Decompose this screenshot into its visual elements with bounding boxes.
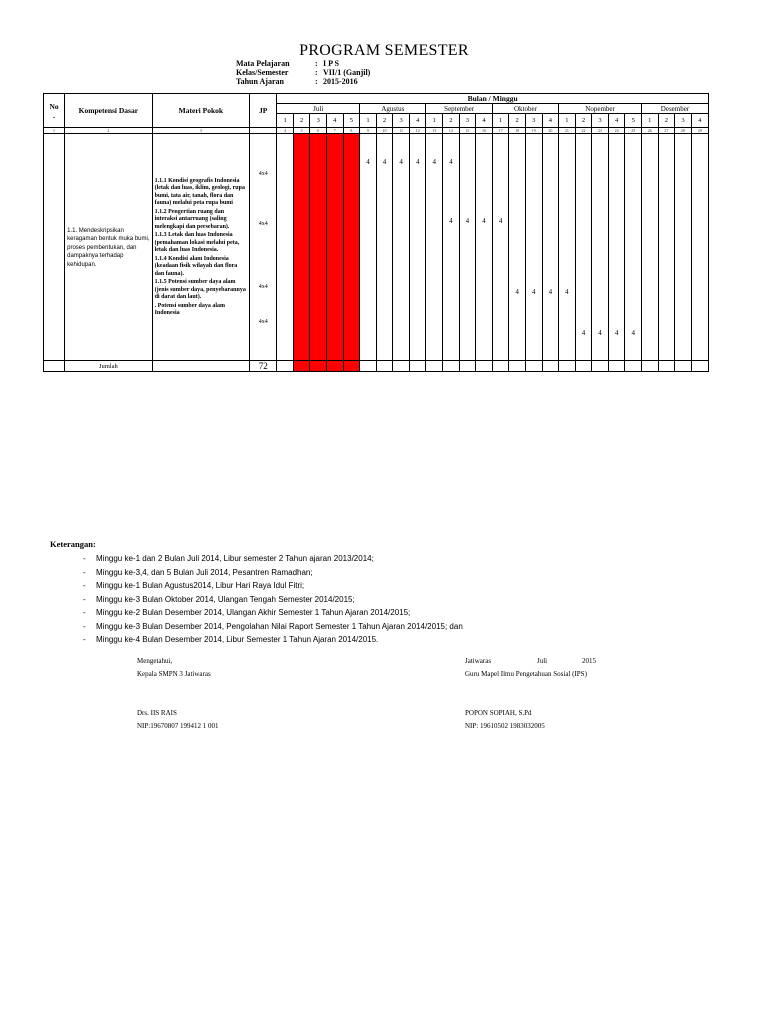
- week-value: [360, 215, 376, 226]
- col-number: 24: [608, 128, 625, 134]
- week-value: [344, 327, 360, 338]
- col-number: 4: [277, 128, 294, 134]
- meta-label: Tahun Ajaran: [236, 77, 284, 86]
- col-number: 1: [44, 128, 65, 134]
- sig-right-nip: NIP: 19610502 1983032005: [465, 722, 545, 730]
- week-value: [576, 286, 592, 297]
- jp-value: 4x4: [258, 220, 268, 227]
- week-header: 2: [509, 114, 526, 128]
- week-value: [294, 215, 310, 226]
- week-value: [277, 156, 293, 167]
- col-number: 17: [492, 128, 509, 134]
- week-header: 3: [310, 114, 327, 128]
- week-value: 4: [449, 217, 453, 225]
- week-value: [277, 215, 293, 226]
- week-cell: [476, 134, 493, 361]
- col-kd-header: Kompetensi Dasar: [65, 94, 152, 128]
- week-cell: [592, 134, 609, 361]
- week-value: [344, 286, 360, 297]
- week-value: [625, 215, 641, 226]
- week-value: 4: [548, 288, 553, 296]
- keterangan-item: - Minggu ke-2 Bulan Desember 2014, Ulangan Akhir Semester 1 Tahun Ajaran 2014/2015;: [83, 608, 411, 618]
- week-value: 4: [432, 158, 437, 166]
- week-cell: [675, 134, 692, 361]
- week-cell: [658, 134, 675, 361]
- signature-left: [137, 655, 218, 733]
- week-value: [377, 286, 393, 297]
- week-value: [410, 215, 426, 226]
- month-header: Nopember: [559, 104, 642, 114]
- col-number: 14: [443, 128, 460, 134]
- keterangan-text: Minggu ke-2 Bulan Desember 2014, Ulangan Akhir Semester 1 Tahun Ajaran 2014/2015;: [96, 608, 411, 618]
- week-cell: [360, 134, 377, 361]
- week-value: [559, 156, 575, 167]
- week-value: [327, 156, 343, 167]
- sig-left-name: Drs. IIS RAIS: [137, 709, 177, 717]
- week-value: [277, 327, 293, 338]
- col-number: 22: [575, 128, 592, 134]
- week-value: [360, 327, 376, 338]
- week-value: [509, 327, 525, 338]
- col-number: 25: [625, 128, 642, 134]
- week-value: [692, 215, 708, 226]
- week-header: 4: [476, 114, 493, 128]
- week-value: [310, 215, 326, 226]
- col-mp-header: Materi Pokok: [152, 94, 250, 128]
- week-header: 1: [492, 114, 509, 128]
- week-value: [625, 156, 641, 167]
- materi-item: 1.1.4 Kondisi alam Indonesia (keadaan fisik wilayah dan flora dan fauna).: [154, 255, 238, 277]
- meta-block: [236, 59, 370, 86]
- week-header: 1: [642, 114, 659, 128]
- week-value: [543, 156, 559, 167]
- keterangan-text: Minggu ke-4 Bulan Desember 2014, Libur Semester 1 Tahun Ajaran 2014/2015.: [96, 635, 379, 645]
- week-value: 4: [498, 217, 503, 225]
- week-value: [277, 286, 293, 297]
- week-header: 4: [542, 114, 559, 128]
- col-number: 23: [592, 128, 609, 134]
- week-value: [675, 215, 691, 226]
- keterangan-title: Keterangan:: [50, 539, 96, 549]
- sig-right-name: POPON SOPIAH, S.Pd: [465, 709, 532, 717]
- week-header: 5: [625, 114, 642, 128]
- week-value: [642, 215, 658, 226]
- meta-row-tahun: Tahun Ajaran : 2015-2016: [236, 77, 358, 86]
- week-value: 4: [465, 217, 470, 225]
- week-value: [659, 156, 675, 167]
- week-value: [310, 286, 326, 297]
- keterangan-item: - Minggu ke-3,4, dan 5 Bulan Juli 2014, Pesantren Ramadhan;: [83, 567, 313, 577]
- week-value: [559, 215, 575, 226]
- jp-cell: [250, 134, 277, 361]
- week-value: [410, 327, 426, 338]
- meta-value: VII/1 (Ganjil): [323, 68, 371, 77]
- week-cell: [642, 134, 659, 361]
- keterangan-item: - Minggu ke-1 dan 2 Bulan Juli 2014, Libur semester 2 Tahun ajaran 2013/2014;: [83, 554, 374, 564]
- col-no-header: No .: [44, 94, 65, 128]
- week-value: [526, 327, 542, 338]
- week-header: 4: [608, 114, 625, 128]
- week-value: [592, 215, 608, 226]
- jp-value: 4x4: [258, 283, 268, 290]
- meta-label: Mata Pelajaran: [236, 59, 290, 68]
- week-cell: [393, 134, 410, 361]
- week-value: 4: [366, 158, 370, 166]
- col-number: 15: [459, 128, 476, 134]
- week-value: [426, 215, 442, 226]
- keterangan-item: - Minggu ke-3 Bulan Oktober 2014, Ulangan Tengah Semester 2014/2015;: [83, 594, 355, 604]
- col-number: 16: [476, 128, 493, 134]
- meta-row-kelas: Kelas/Semester : VII/1 (Ganjil): [236, 68, 371, 77]
- week-cell: [426, 134, 443, 361]
- sig-left-line1: Mengetahui,: [137, 657, 173, 665]
- week-value: [609, 156, 625, 167]
- week-value: [675, 156, 691, 167]
- col-number: 12: [409, 128, 426, 134]
- week-value: [559, 327, 575, 338]
- meta-row-mapel: Mata Pelajaran : I P S: [236, 59, 340, 68]
- week-value: [543, 215, 559, 226]
- week-value: [576, 156, 592, 167]
- week-cell: [542, 134, 559, 361]
- week-value: [659, 327, 675, 338]
- week-value: [443, 286, 459, 297]
- week-value: 4: [598, 329, 602, 337]
- sig-left-nip: NIP:19670807 199412 1 001: [137, 722, 219, 730]
- week-header: 1: [426, 114, 443, 128]
- week-value: 4: [382, 158, 387, 166]
- week-header: 4: [691, 114, 708, 128]
- week-value: [509, 215, 525, 226]
- keterangan-section: [50, 539, 463, 647]
- month-header: Desember: [642, 104, 709, 114]
- week-cell: [525, 134, 542, 361]
- week-value: 4: [515, 288, 519, 296]
- keterangan-text: Minggu ke-3 Bulan Oktober 2014, Ulangan Tengah Semester 2014/2015;: [96, 594, 355, 604]
- holiday-week-cell: [310, 134, 327, 361]
- kd-text: 1.1. Mendeskripsikan keragaman bentuk muka bumi, proses pembentukan, dan dampaknya terhadap kehidupan.: [67, 227, 150, 268]
- week-value: [592, 286, 608, 297]
- month-header: Oktober: [492, 104, 558, 114]
- week-header: 3: [393, 114, 410, 128]
- meta-value: 2015-2016: [323, 77, 358, 86]
- week-header: 2: [575, 114, 592, 128]
- keterangan-text: Minggu ke-3 Bulan Desember 2014, Pengolahan Nilai Raport Semester 1 Tahun Ajaran 2014/2015; dan: [96, 621, 463, 631]
- week-value: [509, 156, 525, 167]
- week-value: [493, 156, 509, 167]
- week-value: [476, 286, 492, 297]
- week-value: [327, 327, 343, 338]
- week-header: 1: [277, 114, 294, 128]
- week-value: [344, 215, 360, 226]
- week-value: 4: [415, 158, 420, 166]
- materi-item: 1.1.3 Letak dan luas Indonesia (pemahaman lokasi melalui peta, letak dan luas Indonesia.: [154, 232, 240, 253]
- week-value: [327, 286, 343, 297]
- sig-left-line2: Kepala SMPN 3 Jatiwaras: [137, 670, 211, 678]
- holiday-week-cell: [343, 134, 360, 361]
- week-value: [526, 215, 542, 226]
- keterangan-item: - Minggu ke-3 Bulan Desember 2014, Pengolahan Nilai Raport Semester 1 Tahun Ajaran 2014/2015; dan: [83, 621, 463, 631]
- materi-item: . Potensi sumber daya alam Indonesia: [154, 302, 225, 316]
- col-number: 7: [327, 128, 344, 134]
- holiday-week-cell: [327, 134, 344, 361]
- keterangan-text: Minggu ke-1 Bulan Agustus2014, Libur Hari Raya Idul Fitri;: [96, 581, 305, 591]
- col-number: 26: [642, 128, 659, 134]
- week-value: [692, 156, 708, 167]
- jumlah-value: 72: [250, 361, 277, 372]
- col-number: 27: [658, 128, 675, 134]
- week-value: [692, 286, 708, 297]
- week-cell: [459, 134, 476, 361]
- week-value: [675, 327, 691, 338]
- col-number: 21: [559, 128, 576, 134]
- week-cell: [277, 134, 294, 361]
- col-number: 6: [310, 128, 327, 134]
- week-cell: [559, 134, 576, 361]
- week-value: 4: [565, 288, 569, 296]
- week-header: 3: [459, 114, 476, 128]
- week-value: [310, 156, 326, 167]
- week-header: 2: [293, 114, 310, 128]
- week-header: 2: [443, 114, 460, 128]
- page-title: PROGRAM SEMESTER: [299, 42, 469, 59]
- month-header: September: [426, 104, 492, 114]
- signature-right: [465, 655, 665, 733]
- week-value: [327, 215, 343, 226]
- jp-value: 4x4: [258, 170, 268, 177]
- week-value: [609, 286, 625, 297]
- sig-right-year: 2015: [582, 657, 596, 665]
- kompetensi-dasar-cell: [65, 134, 152, 361]
- week-value: [360, 286, 376, 297]
- week-value: [493, 327, 509, 338]
- week-value: [476, 156, 492, 167]
- week-value: [576, 215, 592, 226]
- col-number: 9: [360, 128, 377, 134]
- week-header: 2: [658, 114, 675, 128]
- week-value: 4: [449, 158, 453, 166]
- month-header: Agustus: [360, 104, 426, 114]
- week-value: [476, 327, 492, 338]
- col-number: 18: [509, 128, 526, 134]
- week-value: [460, 156, 476, 167]
- col-number: 8: [343, 128, 360, 134]
- week-cell: [625, 134, 642, 361]
- week-value: [393, 327, 409, 338]
- col-number: 28: [675, 128, 692, 134]
- col-number: 10: [376, 128, 393, 134]
- week-header: 3: [525, 114, 542, 128]
- week-value: [310, 327, 326, 338]
- col-number: 29: [691, 128, 708, 134]
- week-cell: [492, 134, 509, 361]
- week-cell: [608, 134, 625, 361]
- week-value: [493, 286, 509, 297]
- week-cell: [409, 134, 426, 361]
- sig-right-line2: Guru Mapel Ilmu Pengetahuan Sosial (IPS): [465, 670, 587, 678]
- week-value: 4: [399, 158, 403, 166]
- week-value: [443, 327, 459, 338]
- week-value: 4: [631, 329, 635, 337]
- week-header: 1: [559, 114, 576, 128]
- week-value: [393, 215, 409, 226]
- week-value: [592, 156, 608, 167]
- week-value: 4: [614, 329, 619, 337]
- week-value: [460, 327, 476, 338]
- week-value: [692, 327, 708, 338]
- meta-value: I P S: [323, 59, 340, 68]
- week-value: [294, 286, 310, 297]
- col-number: 2: [65, 128, 152, 134]
- keterangan-list: [50, 552, 463, 647]
- keterangan-item: - Minggu ke-4 Bulan Desember 2014, Libur Semester 1 Tahun Ajaran 2014/2015.: [83, 635, 379, 645]
- sig-right-month: Juli: [537, 657, 548, 665]
- week-value: 4: [531, 288, 536, 296]
- week-value: [426, 286, 442, 297]
- week-value: [625, 286, 641, 297]
- week-cell: [575, 134, 592, 361]
- week-header: 2: [376, 114, 393, 128]
- week-value: [460, 286, 476, 297]
- holiday-week-cell: [293, 134, 310, 361]
- jumlah-label: Jumlah: [65, 361, 152, 372]
- sig-right-place: Jatiwaras: [465, 657, 492, 665]
- col-number: 13: [426, 128, 443, 134]
- week-header: 3: [675, 114, 692, 128]
- col-number: 3: [152, 128, 250, 134]
- materi-item: 1.1.2 Pengertian ruang dan interaksi antarruang (saling melengkapi dan persebaran).: [154, 208, 230, 230]
- col-number: 11: [393, 128, 410, 134]
- week-cell: [443, 134, 460, 361]
- col-number: 5: [293, 128, 310, 134]
- keterangan-text: Minggu ke-1 dan 2 Bulan Juli 2014, Libur semester 2 Tahun ajaran 2013/2014;: [96, 554, 374, 564]
- bulan-minggu-header: Bulan / Minggu: [277, 94, 709, 104]
- week-value: [377, 215, 393, 226]
- materi-item: 1.1.1 Kondisi geografis Indonesia (letak dan luas, iklim, geologi, rupa bumi, tata air, tanah, flora dan fauna) melalui peta rupa bumi: [154, 177, 245, 206]
- week-value: [526, 156, 542, 167]
- week-value: [659, 286, 675, 297]
- week-value: [426, 327, 442, 338]
- month-header: Juli: [277, 104, 360, 114]
- week-value: [642, 327, 658, 338]
- week-value: 4: [482, 217, 486, 225]
- week-value: [543, 327, 559, 338]
- week-value: [393, 286, 409, 297]
- week-value: [294, 156, 310, 167]
- week-header: 3: [592, 114, 609, 128]
- week-value: [675, 286, 691, 297]
- row-number: [44, 134, 65, 361]
- week-value: [609, 215, 625, 226]
- week-header: 4: [409, 114, 426, 128]
- col-jp-header: JP: [250, 94, 277, 128]
- week-value: [377, 327, 393, 338]
- jp-value: 4x4: [258, 318, 268, 325]
- program-semester-table: [43, 93, 709, 372]
- week-value: [410, 286, 426, 297]
- materi-pokok-cell: [152, 134, 250, 361]
- col-number: 20: [542, 128, 559, 134]
- week-value: [294, 327, 310, 338]
- week-cell: [509, 134, 526, 361]
- meta-label: Kelas/Semester: [236, 68, 289, 77]
- week-value: [642, 286, 658, 297]
- week-value: [659, 215, 675, 226]
- keterangan-text: Minggu ke-3,4, dan 5 Bulan Juli 2014, Pesantren Ramadhan;: [96, 567, 313, 577]
- week-cell: [376, 134, 393, 361]
- week-value: [642, 156, 658, 167]
- week-cell: [691, 134, 708, 361]
- col-number: 19: [525, 128, 542, 134]
- week-header: 1: [360, 114, 377, 128]
- week-value: [344, 156, 360, 167]
- keterangan-item: - Minggu ke-1 Bulan Agustus2014, Libur Hari Raya Idul Fitri;: [83, 581, 305, 591]
- week-header: 5: [343, 114, 360, 128]
- week-header: 4: [327, 114, 344, 128]
- materi-item: 1.1.5 Potensi sumber daya alam (jenis sumber daya, penyebarannya di darat dan laut).: [154, 279, 246, 300]
- week-value: 4: [581, 329, 586, 337]
